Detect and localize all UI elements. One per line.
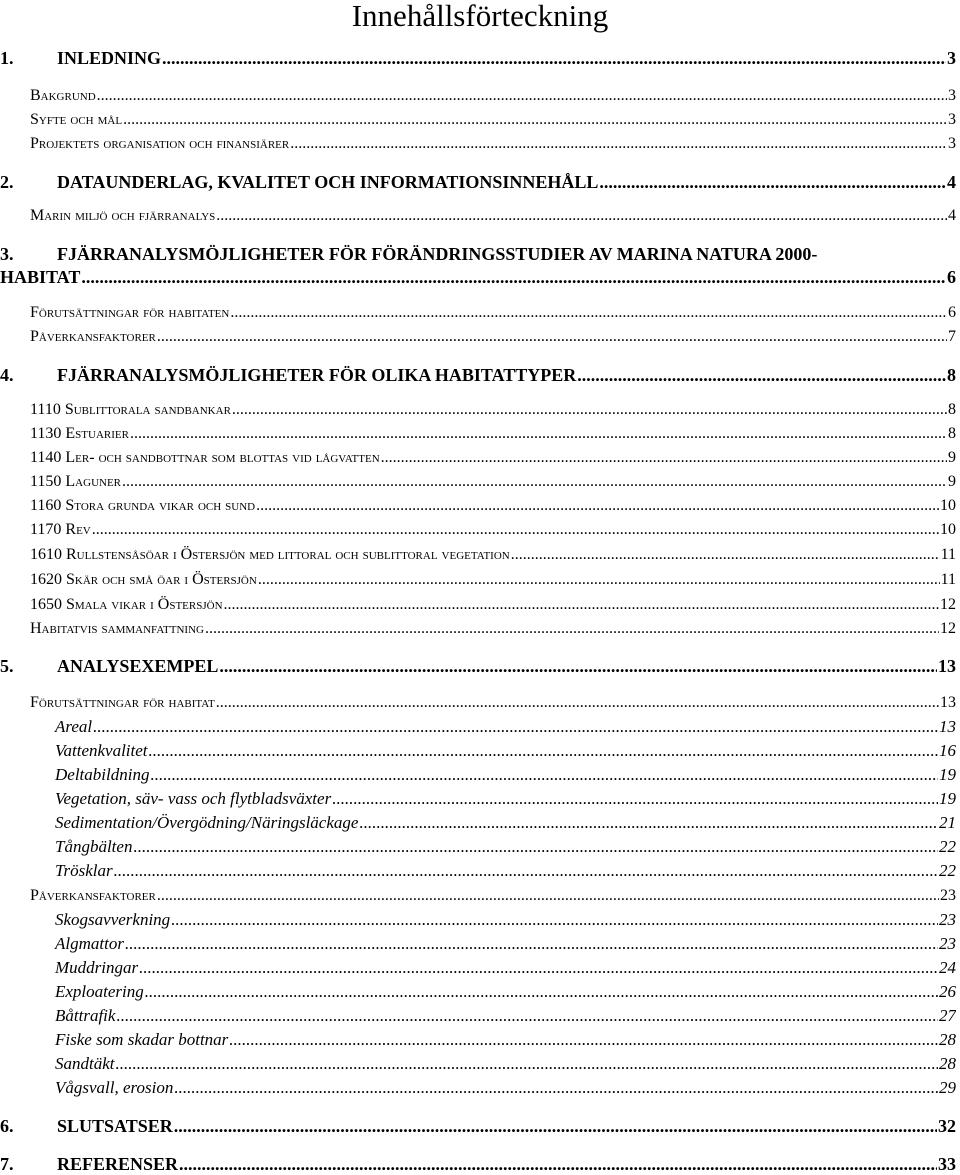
toc-entry-fiske[interactable] xyxy=(0,1030,956,1050)
toc-leader-dots xyxy=(232,400,947,420)
toc-leader-dots xyxy=(216,693,939,713)
toc-entry-page: 4 xyxy=(948,207,956,224)
toc-leader-dots xyxy=(258,570,940,590)
toc-entry-slutsatser[interactable] xyxy=(0,1115,956,1137)
toc-entry-1110[interactable] xyxy=(0,400,956,420)
toc-entry-1130[interactable] xyxy=(0,424,956,444)
toc-entry-label: Projektets organisation och finansiärer xyxy=(30,135,290,152)
toc-leader-dots xyxy=(114,861,938,881)
toc-entry-label: Påverkansfaktorer xyxy=(30,328,156,345)
toc-entry-label: Areal xyxy=(55,717,93,736)
toc-entry-label: Muddringar xyxy=(55,958,139,977)
toc-entry-page: 9 xyxy=(948,449,956,466)
toc-entry-1610[interactable] xyxy=(0,545,956,565)
toc-entry-1170[interactable] xyxy=(0,520,956,540)
toc-entry-1160[interactable] xyxy=(0,496,956,516)
toc-entry-page: 26 xyxy=(939,982,956,1001)
toc-entry-page: 4 xyxy=(947,172,956,192)
toc-entry-label: ANALYSEXEMPEL xyxy=(57,656,219,676)
toc-entry-page: 3 xyxy=(947,48,956,68)
toc-entry-page: 10 xyxy=(940,521,956,538)
toc-entry-label: FJÄRRANALYSMÖJLIGHETER FÖR FÖRÄNDRINGSSTUDIER AV MARINA NATURA 2000- xyxy=(57,244,818,264)
toc-entry-label: 1130 Estuarier xyxy=(30,425,129,442)
toc-entry-page: 12 xyxy=(940,596,956,613)
toc-entry-skogsavverkning[interactable] xyxy=(0,910,956,930)
toc-leader-dots xyxy=(179,1153,937,1175)
toc-entry-label: 1160 Stora grunda vikar och sund xyxy=(30,497,256,514)
toc-entry-page: 8 xyxy=(948,425,956,442)
toc-entry-syfte[interactable] xyxy=(0,110,956,130)
toc-entry-battrafik[interactable] xyxy=(0,1006,956,1026)
toc-leader-dots xyxy=(205,619,939,639)
toc-leader-dots xyxy=(229,1030,938,1050)
toc-entry-number: 3. xyxy=(0,244,14,264)
toc-entry-label: Vågsvall, erosion xyxy=(55,1078,174,1097)
toc-entry-1650[interactable] xyxy=(0,595,956,615)
toc-entry-inledning[interactable] xyxy=(0,47,956,69)
toc-entry-forutsattningar-habitat[interactable] xyxy=(0,693,956,713)
toc-leader-dots xyxy=(381,448,947,468)
toc-entry-habitattyper[interactable] xyxy=(0,364,956,386)
toc-entry-label: Habitatvis sammanfattning xyxy=(30,620,204,637)
toc-leader-dots xyxy=(81,266,946,288)
toc-leader-dots xyxy=(133,837,938,857)
toc-entry-page: 3 xyxy=(948,135,956,152)
toc-leader-dots xyxy=(93,717,938,737)
toc-entry-tangbalten[interactable] xyxy=(0,837,956,857)
toc-leader-dots xyxy=(150,765,938,785)
toc-entry-page: 8 xyxy=(948,401,956,418)
toc-entry-page: 3 xyxy=(948,87,956,104)
toc-leader-dots xyxy=(216,206,947,226)
toc-leader-dots xyxy=(174,1115,937,1137)
toc-entry-number: 4. xyxy=(0,365,14,385)
toc-entry-vegetation[interactable] xyxy=(0,789,956,809)
toc-entry-label: Påverkansfaktorer xyxy=(30,887,156,904)
toc-leader-dots xyxy=(149,741,938,761)
toc-entry-number: 7. xyxy=(0,1154,14,1174)
toc-entry-page: 8 xyxy=(947,365,956,385)
toc-entry-page: 23 xyxy=(939,934,956,953)
toc-leader-dots xyxy=(511,545,940,565)
toc-entry-analysexempel[interactable] xyxy=(0,655,956,677)
toc-entry-page: 12 xyxy=(940,620,956,637)
toc-entry-label: Vattenkvalitet xyxy=(55,741,148,760)
toc-entry-page: 32 xyxy=(938,1116,956,1136)
toc-leader-dots xyxy=(122,472,947,492)
toc-entry-label: Sandtäkt xyxy=(55,1054,115,1073)
toc-leader-dots xyxy=(130,424,947,444)
toc-entry-vagsvall[interactable] xyxy=(0,1078,956,1098)
toc-entry-label: Förutsättningar för habitat xyxy=(30,694,215,711)
toc-entry-forandringsstudier-line2[interactable] xyxy=(0,266,956,288)
toc-entry-referenser[interactable] xyxy=(0,1153,956,1175)
toc-entry-page: 28 xyxy=(939,1054,956,1073)
toc-entry-areal[interactable] xyxy=(0,717,956,737)
toc-entry-label: REFERENSER xyxy=(57,1154,179,1174)
toc-title: Innehållsförteckning xyxy=(351,0,609,33)
toc-entry-label: Förutsättningar för habitaten xyxy=(30,304,230,321)
toc-entry-number: 5. xyxy=(0,656,14,676)
toc-entry-label: Bakgrund xyxy=(30,87,96,104)
toc-entry-page: 6 xyxy=(947,267,956,287)
toc-entry-label: Exploatering xyxy=(55,982,144,1001)
toc-entry-label: Sedimentation/Övergödning/Näringsläckage xyxy=(55,813,359,832)
toc-entry-deltabildning[interactable] xyxy=(0,765,956,785)
toc-leader-dots xyxy=(224,595,939,615)
toc-entry-exploatering[interactable] xyxy=(0,982,956,1002)
toc-leader-dots xyxy=(171,910,938,930)
toc-entry-label: 1140 Ler- och sandbottnar som blottas vid lågvatten xyxy=(30,449,380,466)
toc-leader-dots xyxy=(139,958,938,978)
toc-entry-label: Tångbälten xyxy=(55,837,133,856)
toc-entry-label: Vegetation, säv- vass och flytbladsväxter xyxy=(55,789,332,808)
toc-entry-page: 9 xyxy=(948,473,956,490)
toc-entry-marin-miljo[interactable] xyxy=(0,206,956,226)
toc-entry-label: 1650 Smala vikar i Östersjön xyxy=(30,596,223,613)
toc-entry-label: 1170 Rev xyxy=(30,521,91,538)
toc-entry-page: 11 xyxy=(940,571,956,588)
toc-entry-label: INLEDNING xyxy=(57,48,162,68)
toc-entry-page: 13 xyxy=(940,694,956,711)
toc-entry-label: Skogsavverkning xyxy=(55,910,171,929)
toc-entry-page: 13 xyxy=(939,717,956,736)
toc-entry-label: 1150 Laguner xyxy=(30,473,122,490)
toc-entry-page: 13 xyxy=(938,656,956,676)
toc-entry-page: 6 xyxy=(948,304,956,321)
toc-entry-page: 33 xyxy=(938,1154,956,1174)
toc-entry-label: DATAUNDERLAG, KVALITET OCH INFORMATIONSINNEHÅLL xyxy=(57,172,599,192)
toc-leader-dots xyxy=(97,86,947,106)
toc-entry-label: SLUTSATSER xyxy=(57,1116,173,1136)
toc-entry-page: 19 xyxy=(939,765,956,784)
toc-entry-label: 1610 Rullstensåsöar i Östersjön med littoral och sublittoral vegetation xyxy=(30,546,510,563)
toc-leader-dots xyxy=(92,520,939,540)
toc-entry-number: 1. xyxy=(0,48,14,68)
toc-entry-dataunderlag[interactable] xyxy=(0,171,956,193)
toc-leader-dots xyxy=(174,1078,938,1098)
toc-entry-label: Fiske som skadar bottnar xyxy=(55,1030,229,1049)
toc-entry-page: 27 xyxy=(939,1006,956,1025)
toc-entry-sandtakt[interactable] xyxy=(0,1054,956,1074)
toc-entry-forandringsstudier-line1[interactable] xyxy=(0,243,960,265)
toc-entry-1140[interactable] xyxy=(0,448,956,468)
toc-entry-page: 21 xyxy=(939,813,956,832)
toc-entry-page: 23 xyxy=(940,887,956,904)
toc-leader-dots xyxy=(577,364,946,386)
toc-entry-label: 1620 Skär och små öar i Östersjön xyxy=(30,571,257,588)
toc-entry-label: Deltabildning xyxy=(55,765,150,784)
toc-entry-habitatvis[interactable] xyxy=(0,619,956,639)
toc-leader-dots xyxy=(332,789,938,809)
toc-entry-page: 19 xyxy=(939,789,956,808)
toc-leader-dots xyxy=(290,134,947,154)
toc-entry-1150[interactable] xyxy=(0,472,956,492)
toc-entry-1620[interactable] xyxy=(0,570,956,590)
toc-entry-page: 29 xyxy=(939,1078,956,1097)
toc-entry-organisation[interactable] xyxy=(0,134,956,154)
toc-entry-number: 2. xyxy=(0,172,14,192)
toc-entry-paverkansfaktorer-2[interactable] xyxy=(0,886,956,906)
toc-entry-label: Algmattor xyxy=(55,934,124,953)
toc-leader-dots xyxy=(219,655,937,677)
toc-entry-label: FJÄRRANALYSMÖJLIGHETER FÖR OLIKA HABITATTYPER xyxy=(57,365,577,385)
toc-entry-label: Syfte och mål xyxy=(30,111,123,128)
toc-leader-dots xyxy=(157,327,947,347)
toc-entry-page: 23 xyxy=(939,910,956,929)
toc-entry-trosklar[interactable] xyxy=(0,861,956,881)
toc-entry-bakgrund[interactable] xyxy=(0,86,956,106)
toc-entry-page: 16 xyxy=(939,741,956,760)
toc-leader-dots xyxy=(599,171,946,193)
toc-leader-dots xyxy=(145,982,938,1002)
toc-entry-page: 11 xyxy=(940,546,956,563)
toc-entry-label: Båttrafik xyxy=(55,1006,116,1025)
toc-leader-dots xyxy=(116,1006,938,1026)
toc-entry-page: 7 xyxy=(948,328,956,345)
toc-leader-dots xyxy=(162,47,946,69)
toc-leader-dots xyxy=(123,110,947,130)
toc-entry-sedimentation[interactable] xyxy=(0,813,956,833)
toc-leader-dots xyxy=(359,813,938,833)
toc-entry-vattenkvalitet[interactable] xyxy=(0,741,956,761)
toc-entry-page: 10 xyxy=(940,497,956,514)
toc-leader-dots xyxy=(116,1054,939,1074)
toc-entry-muddringar[interactable] xyxy=(0,958,956,978)
toc-entry-algmattor[interactable] xyxy=(0,934,956,954)
toc-entry-page: 24 xyxy=(939,958,956,977)
toc-entry-label: Trösklar xyxy=(55,861,113,880)
toc-entry-label: Marin miljö och fjärranalys xyxy=(30,207,216,224)
toc-entry-label: 1110 Sublittorala sandbankar xyxy=(30,401,231,418)
toc-leader-dots xyxy=(256,496,939,516)
toc-leader-dots xyxy=(230,303,947,323)
toc-entry-page: 28 xyxy=(939,1030,956,1049)
toc-entry-paverkansfaktorer[interactable] xyxy=(0,327,956,347)
toc-leader-dots xyxy=(125,934,938,954)
toc-entry-page: 22 xyxy=(939,837,956,856)
toc-entry-page: 3 xyxy=(948,111,956,128)
toc-entry-page: 22 xyxy=(939,861,956,880)
toc-leader-dots xyxy=(157,886,939,906)
toc-entry-label-continuation: HABITAT xyxy=(0,267,81,287)
toc-entry-number: 6. xyxy=(0,1116,14,1136)
toc-entry-forutsattningar-habitaten[interactable] xyxy=(0,303,956,323)
